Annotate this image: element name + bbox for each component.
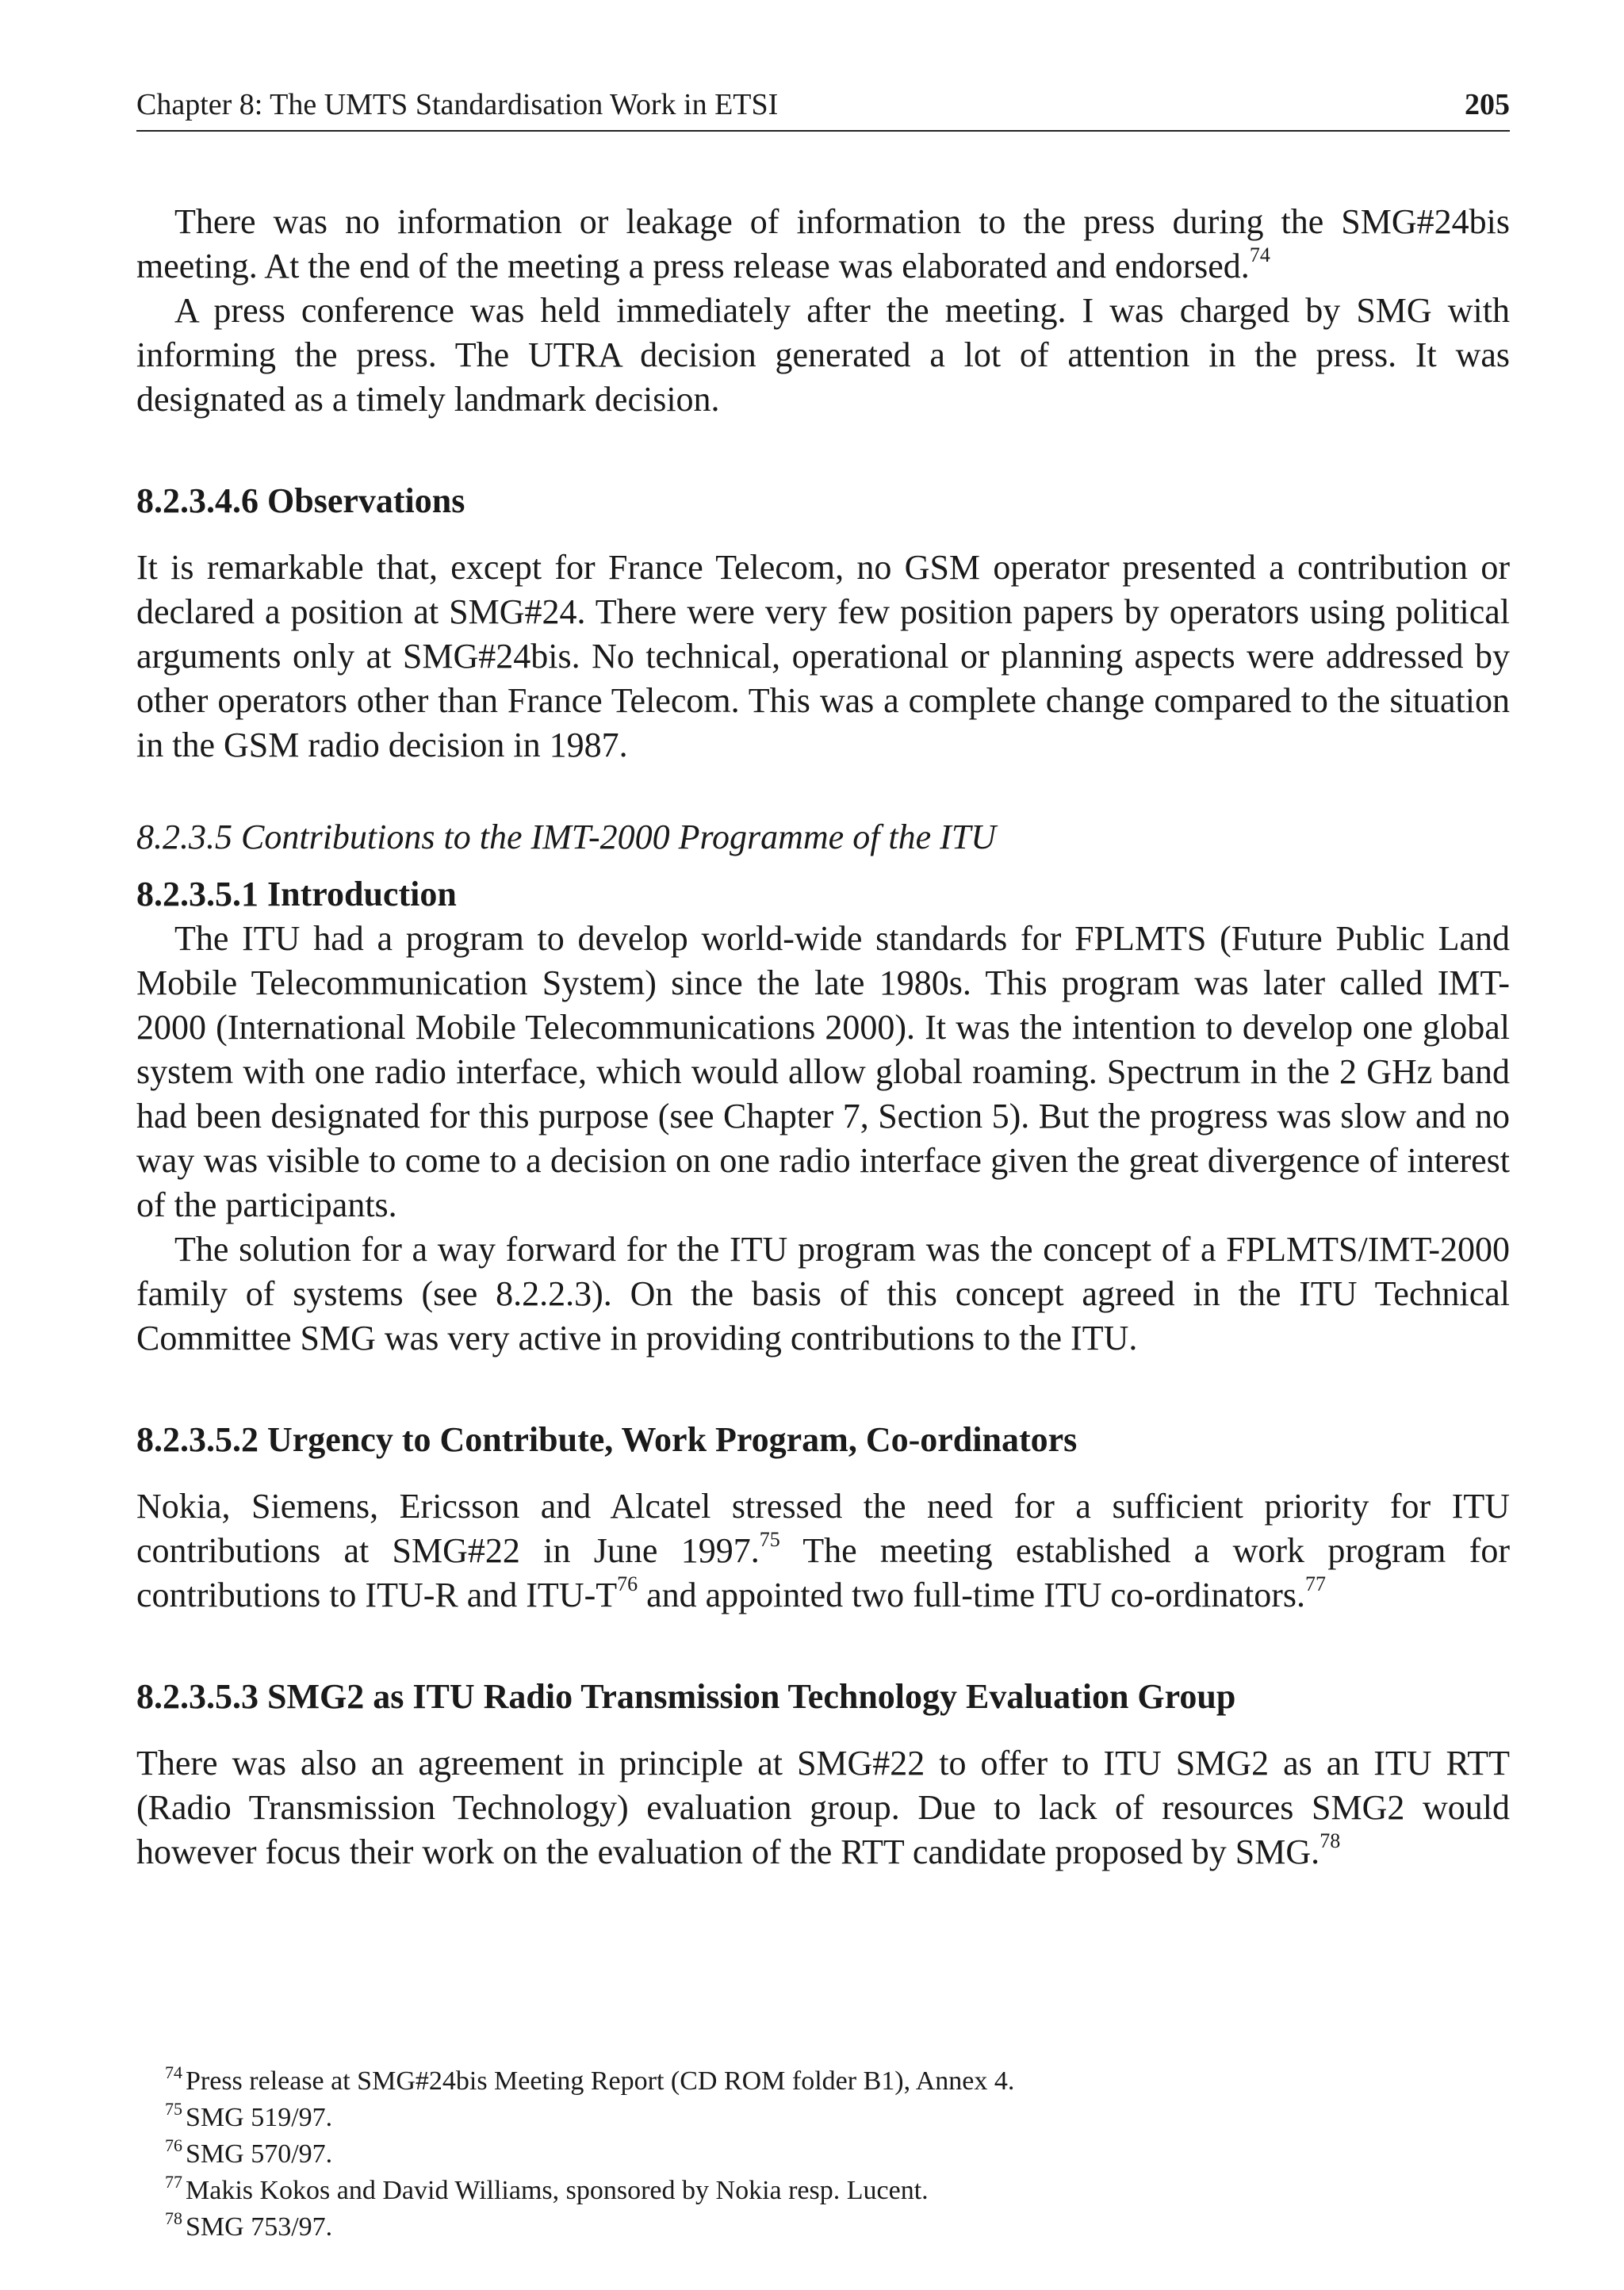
paragraph-itu-program: The ITU had a program to develop world-wide standards for FPLMTS (Future Public Land Mobile Telecommunication System) since the late 1980s. This program was later called IMT-2000 (International Mobile Telecommunications 2000). It was the intention to develop one global system with one radio interface, which would allow global roaming. Spectrum in the 2 GHz band had been designated for this purpose (see Chapter 7, Section 5). But the progress was slow and no way was visible to come to a decision on one radio interface given the great divergence of interest of the participants. (136, 919, 1510, 1224)
page-number: 205 (1465, 88, 1510, 121)
heading-contributions-imt2000: 8.2.3.5 Contributions to the IMT-2000 Programme of the ITU (136, 818, 997, 856)
footnote: $^{78}$ SMG 753/97. (165, 2208, 333, 2242)
chapter-title: Chapter 8: The UMTS Standardisation Work in ETSI (136, 88, 779, 121)
heading-urgency: 8.2.3.5.2 Urgency to Contribute, Work Program, Co-ordinators (136, 1420, 1078, 1459)
footnote-ref: 78 (1320, 1829, 1341, 1852)
page-body (136, 200, 1510, 1875)
heading-smg2-evaluation: 8.2.3.5.3 SMG2 as ITU Radio Transmission Technology Evaluation Group (136, 1677, 1236, 1716)
paragraph-observations: It is remarkable that, except for France Telecom, no GSM operator presented a contribution or declared a position at SMG#24. There were very few position papers by operators using political arguments only at SMG#24bis. No technical, operational or planning aspects were addressed by other operators other than France Telecom. This was a complete change compared to the situation in the GSM radio decision in 1987. (136, 548, 1510, 764)
paragraph-smg2: There was also an agreement in principle at SMG#22 to offer to ITU SMG2 as an ITU RTT (Radio Transmission Technology) evaluation group. Due to lack of resources SMG2 would however focus their work on the evaluation of the RTT candidate proposed by SMG.$^{78}$ (136, 1744, 1510, 1871)
paragraph-press-conference: A press conference was held immediately after the meeting. I was charged by SMG with informing the press. The UTRA decision generated a lot of attention in the press. It was designated as a timely landmark decision. (136, 291, 1510, 419)
paragraph-family-of-systems: The solution for a way forward for the ITU program was the concept of a FPLMTS/IMT-2000 family of systems (see 8.2.2.3). On the basis of this concept agreed in the ITU Technical Committee SMG was very active in providing contributions to the ITU. (136, 1230, 1510, 1358)
footnote-ref: 77 (1305, 1572, 1326, 1595)
paragraph-press-leakage: There was no information or leakage of information to the press during the SMG#24bis meeting. At the end of the meeting a press release was elaborated and endorsed.$^{74}$ (136, 202, 1510, 285)
footnotes (136, 2063, 1510, 2246)
footnote-ref: 75 (759, 1528, 780, 1551)
footnote: $^{75}$ SMG 519/97. (165, 2099, 333, 2132)
running-header (136, 86, 1510, 132)
heading-observations: 8.2.3.4.6 Observations (136, 481, 465, 520)
footnote: $^{76}$ SMG 570/97. (165, 2135, 333, 2169)
footnote-ref: 76 (617, 1572, 638, 1595)
footnote-ref: 74 (1249, 243, 1270, 266)
footnote: $^{74}$ Press release at SMG#24bis Meeting Report (CD ROM folder B1), Annex 4. (165, 2062, 1015, 2096)
footnote: $^{77}$ Makis Kokos and David Williams, sponsored by Nokia resp. Lucent. (165, 2172, 929, 2205)
paragraph-urgency: Nokia, Siemens, Ericsson and Alcatel stressed the need for a sufficient priority for ITU contributions at SMG#22 in June 1997.75 The meeting established a work program for contributions to ITU-R and ITU-$T^{76}$ and appointed two full-time ITU co-ordinators.$^{77}$ (136, 1487, 1511, 1614)
heading-introduction: 8.2.3.5.1 Introduction (136, 875, 457, 913)
